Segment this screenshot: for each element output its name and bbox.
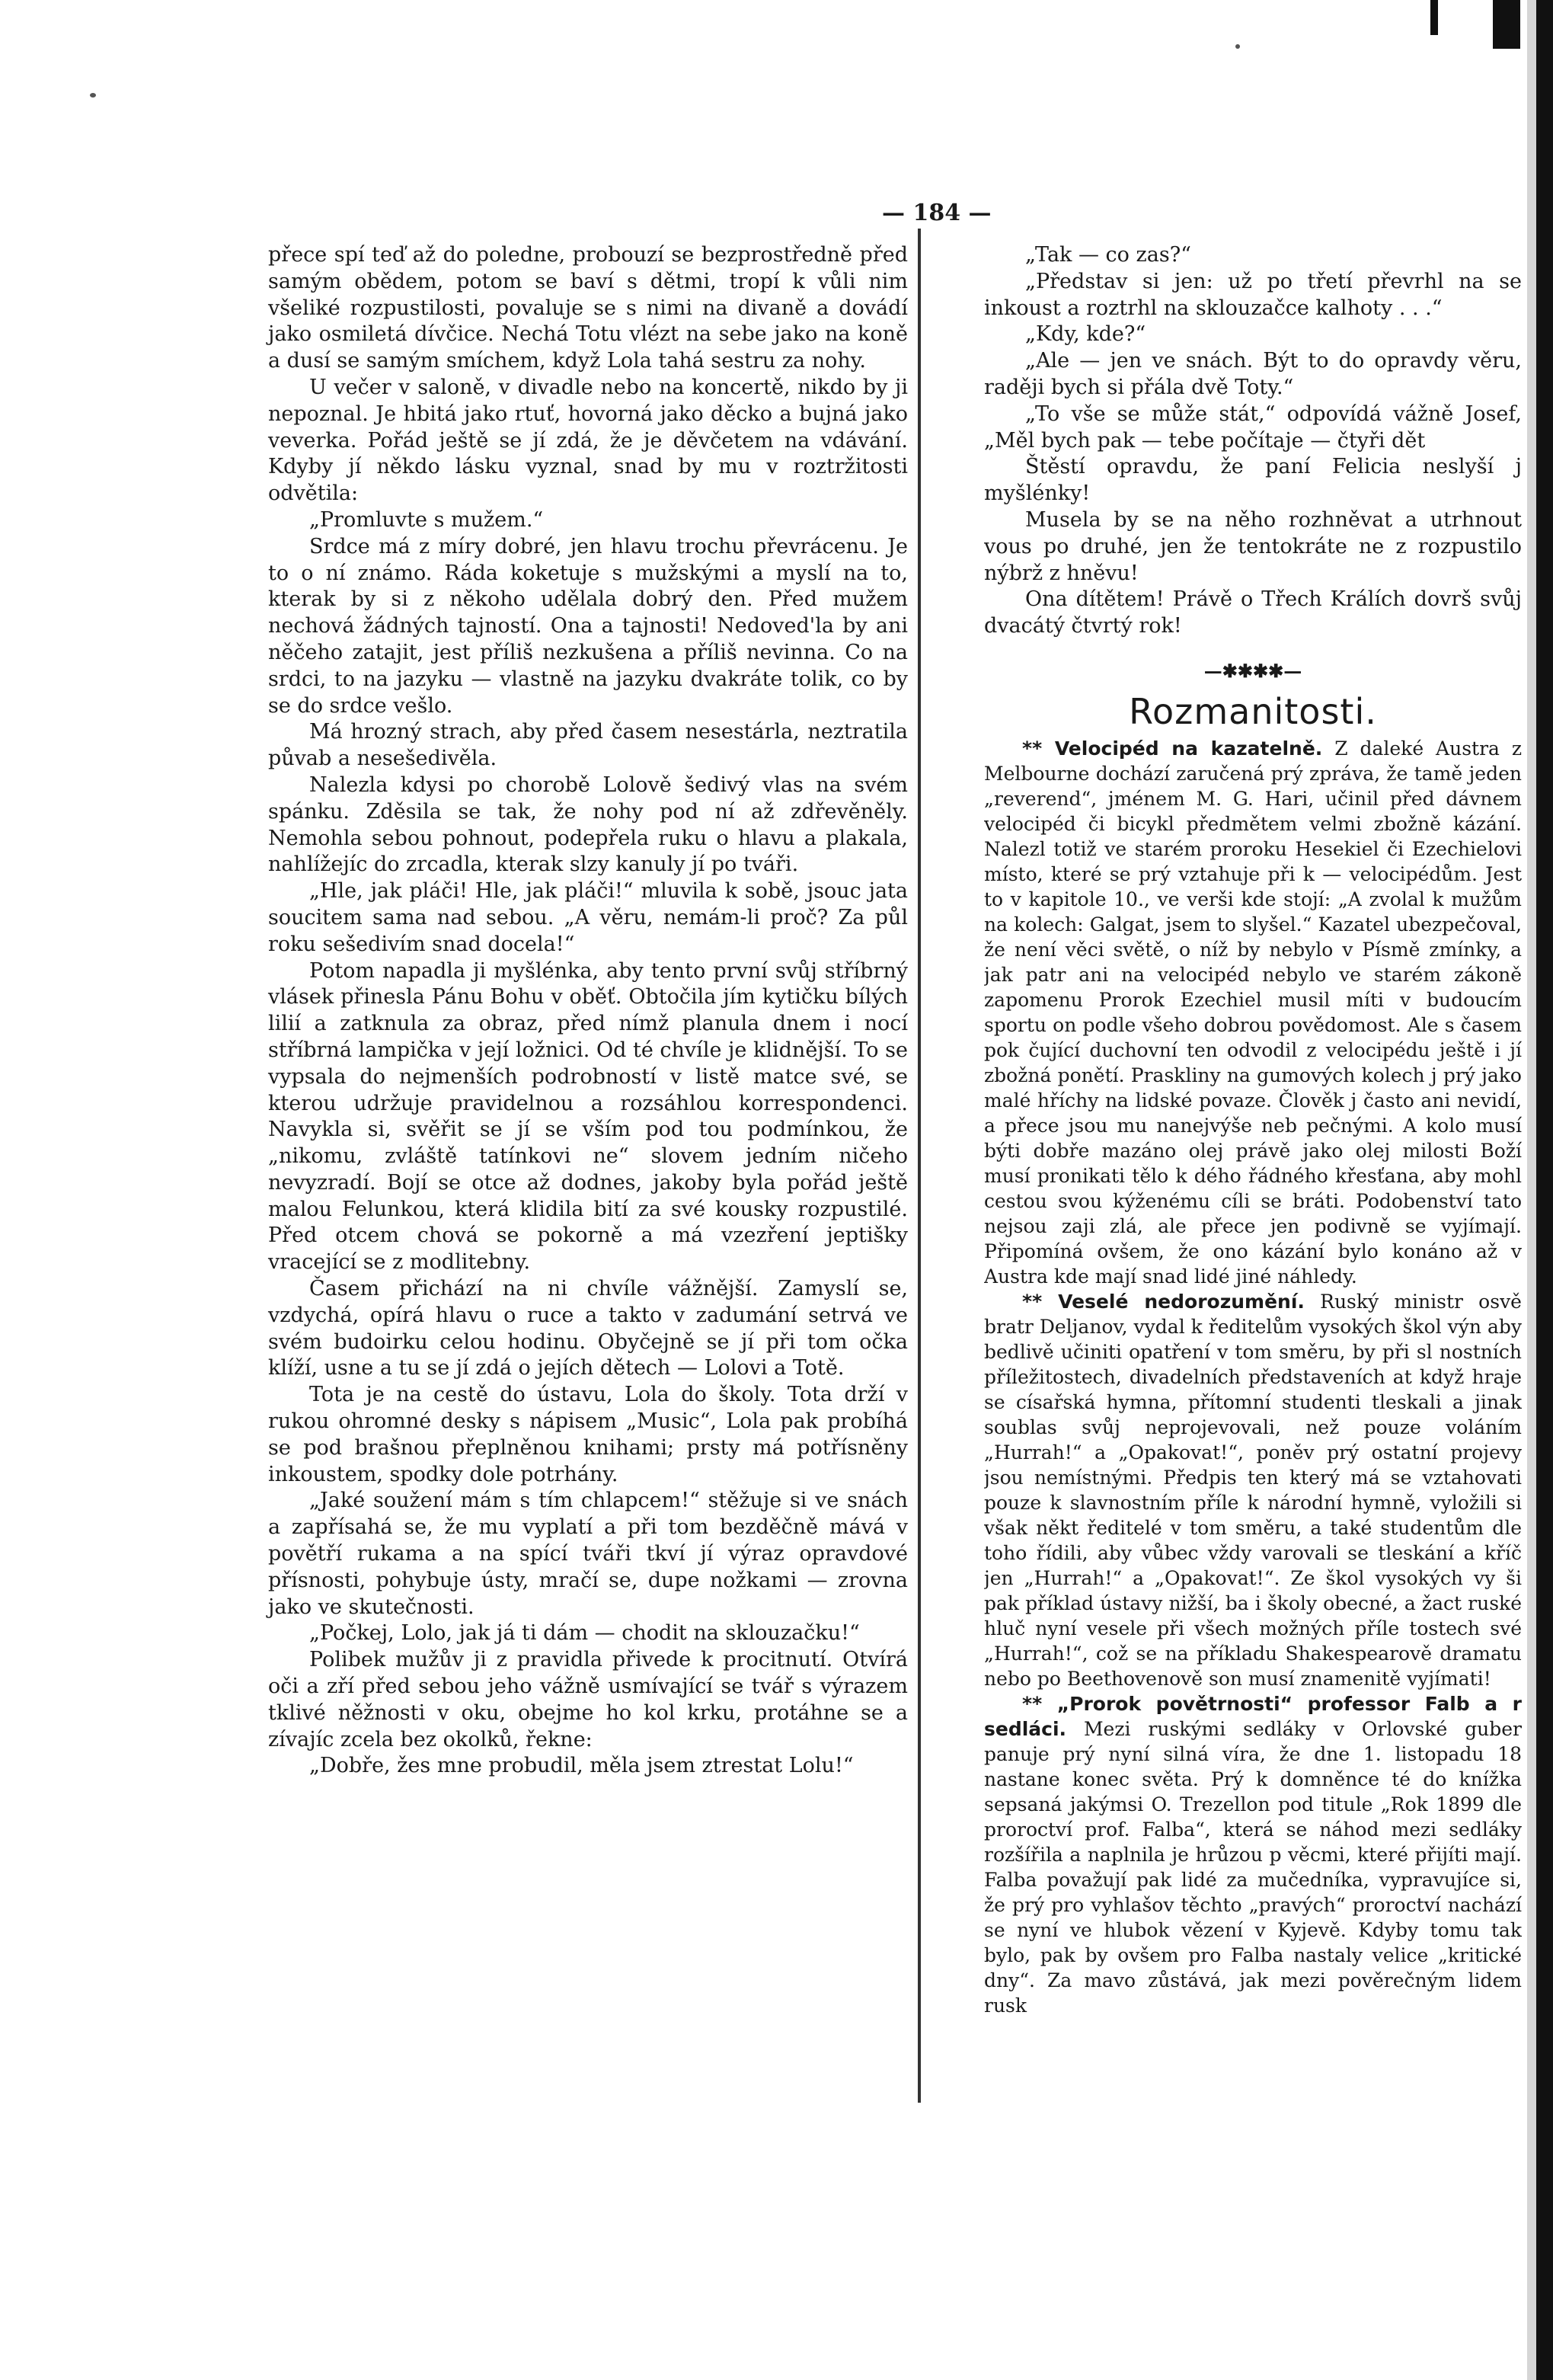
binding-edge [1536,0,1553,2380]
dialogue-line: „Ale — jen ve snách. Být to do opravdy věru, raději bych si přála dvě Toty.“ [984,349,1522,399]
paragraph: přece spí teď až do poledne, probouzí se bezprostředně před samým obědem, potom se baví s dětmi, tropí k vůli nim všeliké rozpustilosti, povaluje se s nimi na divaně a dovádí jako osmiletá dívčice. Nechá Totu vlézt na sebe jako na koně a dusí se samým smíchem, když Lola tahá sestru za nohy. [268,243,908,373]
paragraph: „Počkej, Lolo, jak já ti dám — chodit na sklouzačku!“ [309,1621,860,1646]
left-column [268,242,908,1780]
news-body: Ruský ministr osvě bratr Deljanov, vydal k ředitelům vysokých škol výn aby bedlivě učiniti opatření v tom směru, by při sl nostních příležitostech, divadelních představeních at když hraje se císařská hymna, přítomní studenti tleskali a jinak soublas svůj neprojevovali, než pouze voláním „Hurrah!“ a „Opakovat!“, poněv prý ostatní projevy jsou nemístnými. Předpis ten který má se vztahovati pouze k slavnostním příle k národní hymně, vyložili si však někt ředitelé v tom směru, a také studentům dle toho řídili, aby vůbec vždy varovali se tleskání a kříč jen „Hurrah!“ a „Opakovat!“. Ze škol vysokých vy ši pak příklad ústavy nižší, ba i školy obecné, a žact ruské hluč nyní vesele při všech možných příle tostech své „Hurrah!“, což se na příkladu Shakespearově dramatu nebo po Beethovenově son musí znamenitě vyjímati! [984,1290,1522,1690]
dialogue-line: „To vše se může stát,“ odpovídá vážně Josef, „Měl bych pak — tebe počítaje — čtyři dět [984,401,1522,453]
page-edge-shadow [1527,0,1536,2380]
news-item [984,1691,1522,2018]
scan-speck [90,93,96,98]
dialogue-line: Musela by se na něho rozhněvat a utrhnout vous po druhé, jen že tentokráte ne z rozpustilo nýbrž z hněvu! [984,507,1522,585]
scan-mark [1493,0,1520,49]
page-number: — 184 — [882,200,992,226]
story-continuation [984,242,1522,640]
paragraph: „Dobře, žes mne probudil, měla jsem ztrestat Lolu!“ [309,1754,854,1778]
news-item [984,1289,1522,1691]
paragraph: Srdce má z míry dobré, jen hlavu trochu převrácenu. Je to o ní známo. Ráda koketuje s mužskými a myslí na to, kterak by si z někoho udělala dobrý den. Před mužem nechová žádných tajností. Ona a tajnosti! Nedoved'la by ani něčeho zatajit, jest příliš nezkušena a příliš nevinna. Co na srdci, to na jazyku — vlastně na jazyku dvakráte tolik, co by se do srdce vešlo. [268,534,908,718]
dialogue-line: „Tak — co zas?“ [1025,243,1191,267]
dialogue-line: Štěstí opravdu, že paní Felicia neslyší j myšlénky! [984,455,1522,506]
dialogue-line: Ona dítětem! Právě o Třech Králích dovrš svůj dvacátý čtvrtý rok! [984,587,1522,638]
news-headline: ** Veselé nedorozumění. [1022,1290,1305,1313]
paragraph: Potom napadla ji myšlénka, aby tento první svůj stříbrný vlásek přinesla Pánu Bohu v oběť. Obtočila jím kytičku bílých lilií a zatknula za obraz, před nímž planula dnem i nocí stříbrná lampička v její ložnici. Od té chvíle je klidnější. To se vypsala do nejmenších podrobností v listě matce své, se kterou udržuje pravidelnou a rozsáhlou korrespondenci. Navykla si, svěřit se jí se vším pod tou podmínkou, že „nikomu, zvláště tatínkovi ne“ slovem jedním ničeho nevyzradí. Bojí se otce až dodnes, jakoby byla pořád ještě malou Felunkou, která klidila bití za své kousky rozpustilé. Před otcem chová se pokorně a má vzezření jeptišky vracející se z modlitebny. [268,958,908,1275]
paragraph: Polibek mužův ji z pravidla přivede k procitnutí. Otvírá oči a zří před sebou jeho vážně usmívající se tvář s výrazem tklivé něžnosti v oku, obejme ho kol krku, protáhne se a zívajíc zcela bez okolků, řekne: [268,1648,908,1751]
paragraph: Časem přichází na ni chvíle vážnější. Zamyslí se, vzdychá, opírá hlavu o ruce a takto v zadumání setrvá ve svém budoirku celou hodinu. Obyčejně se jí při tom očka klíží, usne a tu se jí zdá o jejích dětech — Lolovi a Totě. [268,1277,908,1380]
scan-mark [1430,0,1438,35]
paragraph: U večer v saloně, v divadle nebo na koncertě, nikdo by ji nepoznal. Je hbitá jako rtuť, hovorná jako děcko a bujná jako veverka. Pořád ještě se jí zdá, že je děvčetem na vdávání. Kdyby jí někdo lásku vyznal, snad by mu v roztržitosti odvětila: [268,375,908,506]
scan-speck [1235,44,1240,49]
section-title: Rozmanitosti. [1129,690,1377,732]
news-body: Mezi ruskými sedláky v Orlovské guber panuje prý nyní silná víra, že dne 1. listopadu 18 nastane konec světa. Prý k domněnce té do knížka sepsaná jakýmsi O. Trezellon pod titule „Rok 1899 dle proroctví prof. Falba“, která se náhod mezi sedláky rozšířila a naplnila je hrůzou p věcmi, které přijíti mají. Falba považují pak lidé za mučedníka, vypravujíce si, že prý pro vyhlašov těchto „pravých“ proroctví nachází se nyní ve hlubok vězení v Kyjevě. Kdyby tomu tak bylo, pak by ovšem pro Falba nastaly velice „kritické dny“. Za mavo zůstává, jak mezi pověrečným lidem rusk [984,1717,1522,2017]
paragraph: Tota je na cestě do ústavu, Lola do školy. Tota drží v rukou ohromné desky s nápisem „Music“, Lola pak probíhá se pod brašnou přeplněnou knihami; prsty má potřísněny inkoustem, spodky dole potrhány. [268,1383,908,1486]
dialogue-line: „Představ si jen: už po třetí převrhl na se inkoust a roztrhl na sklouzačce kalhoty . . .“ [984,269,1522,320]
news-headline: ** „Prorok povětrnosti“ professor Falb a r sedláci. [984,1692,1522,1740]
paragraph: „Jaké soužení mám s tím chlapcem!“ stěžuje si ve snách a zapřísahá se, že mu vyplatí a při tom bezděčně mává v povětří rukama a na spící tváři tkví jí výraz opravdové přísnosti, pohybuje ústy, mračí se, dupe nožkami — zrovna jako ve skutečnosti. [268,1489,908,1619]
news-headline: ** Velocipéd na kazatelně. [1022,737,1323,760]
column-rule [918,229,921,2103]
paragraph: Má hrozný strach, aby před časem nesestárla, neztratila půvab a nesešedivěla. [268,720,908,771]
paragraph: „Hle, jak pláči! Hle, jak pláči!“ mluvila k sobě, jsouc jata soucitem sama nad sebou. „A věru, nemám-li proč? Za půl roku sešedivím snad docela!“ [268,879,908,956]
dialogue-line: „Kdy, kde?“ [1025,322,1146,347]
section-ornament: —✱✱✱✱— [1203,659,1302,682]
paragraph: Nalezla kdysi po chorobě Lolově šedivý vlas na svém spánku. Zděsila se tak, že nohy pod ní až zdřevěněly. Nemohla sebou pohnout, podepřela ruku o hlavu a plakala, nahlížejíc do zrcadla, kterak slzy kanuly jí po tváři. [268,773,908,877]
news-list [984,736,1522,2018]
news-item [984,736,1522,1289]
paragraph: „Promluvte s mužem.“ [309,507,544,532]
news-body: Z daleké Austra z Melbourne dochází zaručená prý zpráva, že tamě jeden „reverend“, jménem M. G. Hari, učinil před dávnem velocipéd či bicykl předmětem velmi zbožně kázání. Nalezl totiž ve starém proroku Hesekiel či Ezechielovi místo, které se prý vztahuje při k — velocipédům. Jest to v kapitole 10., ve verši kde stojí: „A zvolal k mužům na kolech: Galgat, jsem to slyšel.“ Kazatel ubezpečoval, že není věci světě, o níž by nebylo v Písmě zmínky, a jak patr ani na velocipéd nebylo ve starém zákoně zapomenu Prorok Ezechiel musil míti v budoucím sportu on podle všeho dobrou povědomost. Ale s časem pok čující duchovní ten odvodil z velocipédu ještě i jí zbožná ponětí. Praskliny na gumových kolech j prý jako malé hříchy na lidské povaze. Člověk j často ani nevidí, a přece jsou mu nanejvýše neb pečnými. A kolo musí býti dobře mazáno olej právě jako olej milosti Boží musí pronikati tělo k dého řádného křesťana, aby mohl cestou svou kýženému cíli se bráti. Podobenství tato nejsou zaji zlá, ale přece jen podivně se vyjímají. Připomíná ovšem, že ono kázání bylo konáno až v Austra kde mají snad lidé jiné náhledy. [984,737,1522,1288]
right-column [984,242,1522,2018]
